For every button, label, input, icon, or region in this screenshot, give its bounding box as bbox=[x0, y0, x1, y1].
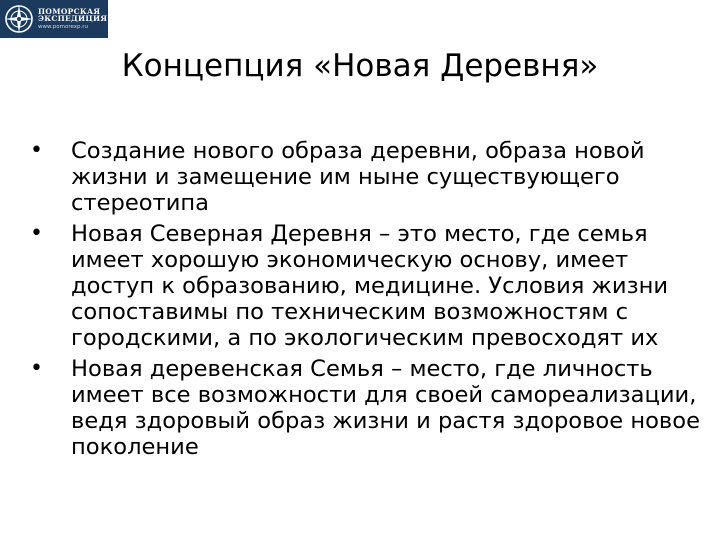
logo bbox=[0, 0, 108, 38]
bullet-list bbox=[30, 138, 705, 465]
logo-text bbox=[38, 8, 107, 31]
bullet-item bbox=[30, 356, 705, 460]
logo-line-2: ЭКСПЕДИЦИЯ bbox=[38, 14, 108, 24]
bullet-text: Создание нового образа деревни, образа новой жизни и замещение им ныне существующего стереотипа bbox=[71, 138, 645, 216]
bullet-marker: • bbox=[30, 138, 43, 163]
bullet-item bbox=[30, 221, 705, 351]
bullet-text: Новая деревенская Семья – место, где личность имеет все возможности для своей самореализации, ведя здоровый образ жизни и растя здоровое новое поколение bbox=[71, 356, 700, 460]
slide-title: Концепция «Новая Деревня» bbox=[121, 48, 599, 84]
logo-line-1: ПОМОРСКАЯ bbox=[38, 6, 101, 16]
bullet-marker: • bbox=[30, 221, 43, 246]
bullet-text: Новая Северная Деревня – это место, где семья имеет хорошую экономическую основу, имеет доступ к образованию, медицине. Условия жизни сопоставимы по техническим возможностям с городскими, а по экологическим превосходят их bbox=[71, 221, 669, 351]
bullet-item bbox=[30, 138, 705, 216]
logo-url: www.pomorexp.ru bbox=[38, 23, 88, 30]
compass-rose-icon bbox=[4, 4, 34, 34]
bullet-marker: • bbox=[30, 356, 43, 381]
